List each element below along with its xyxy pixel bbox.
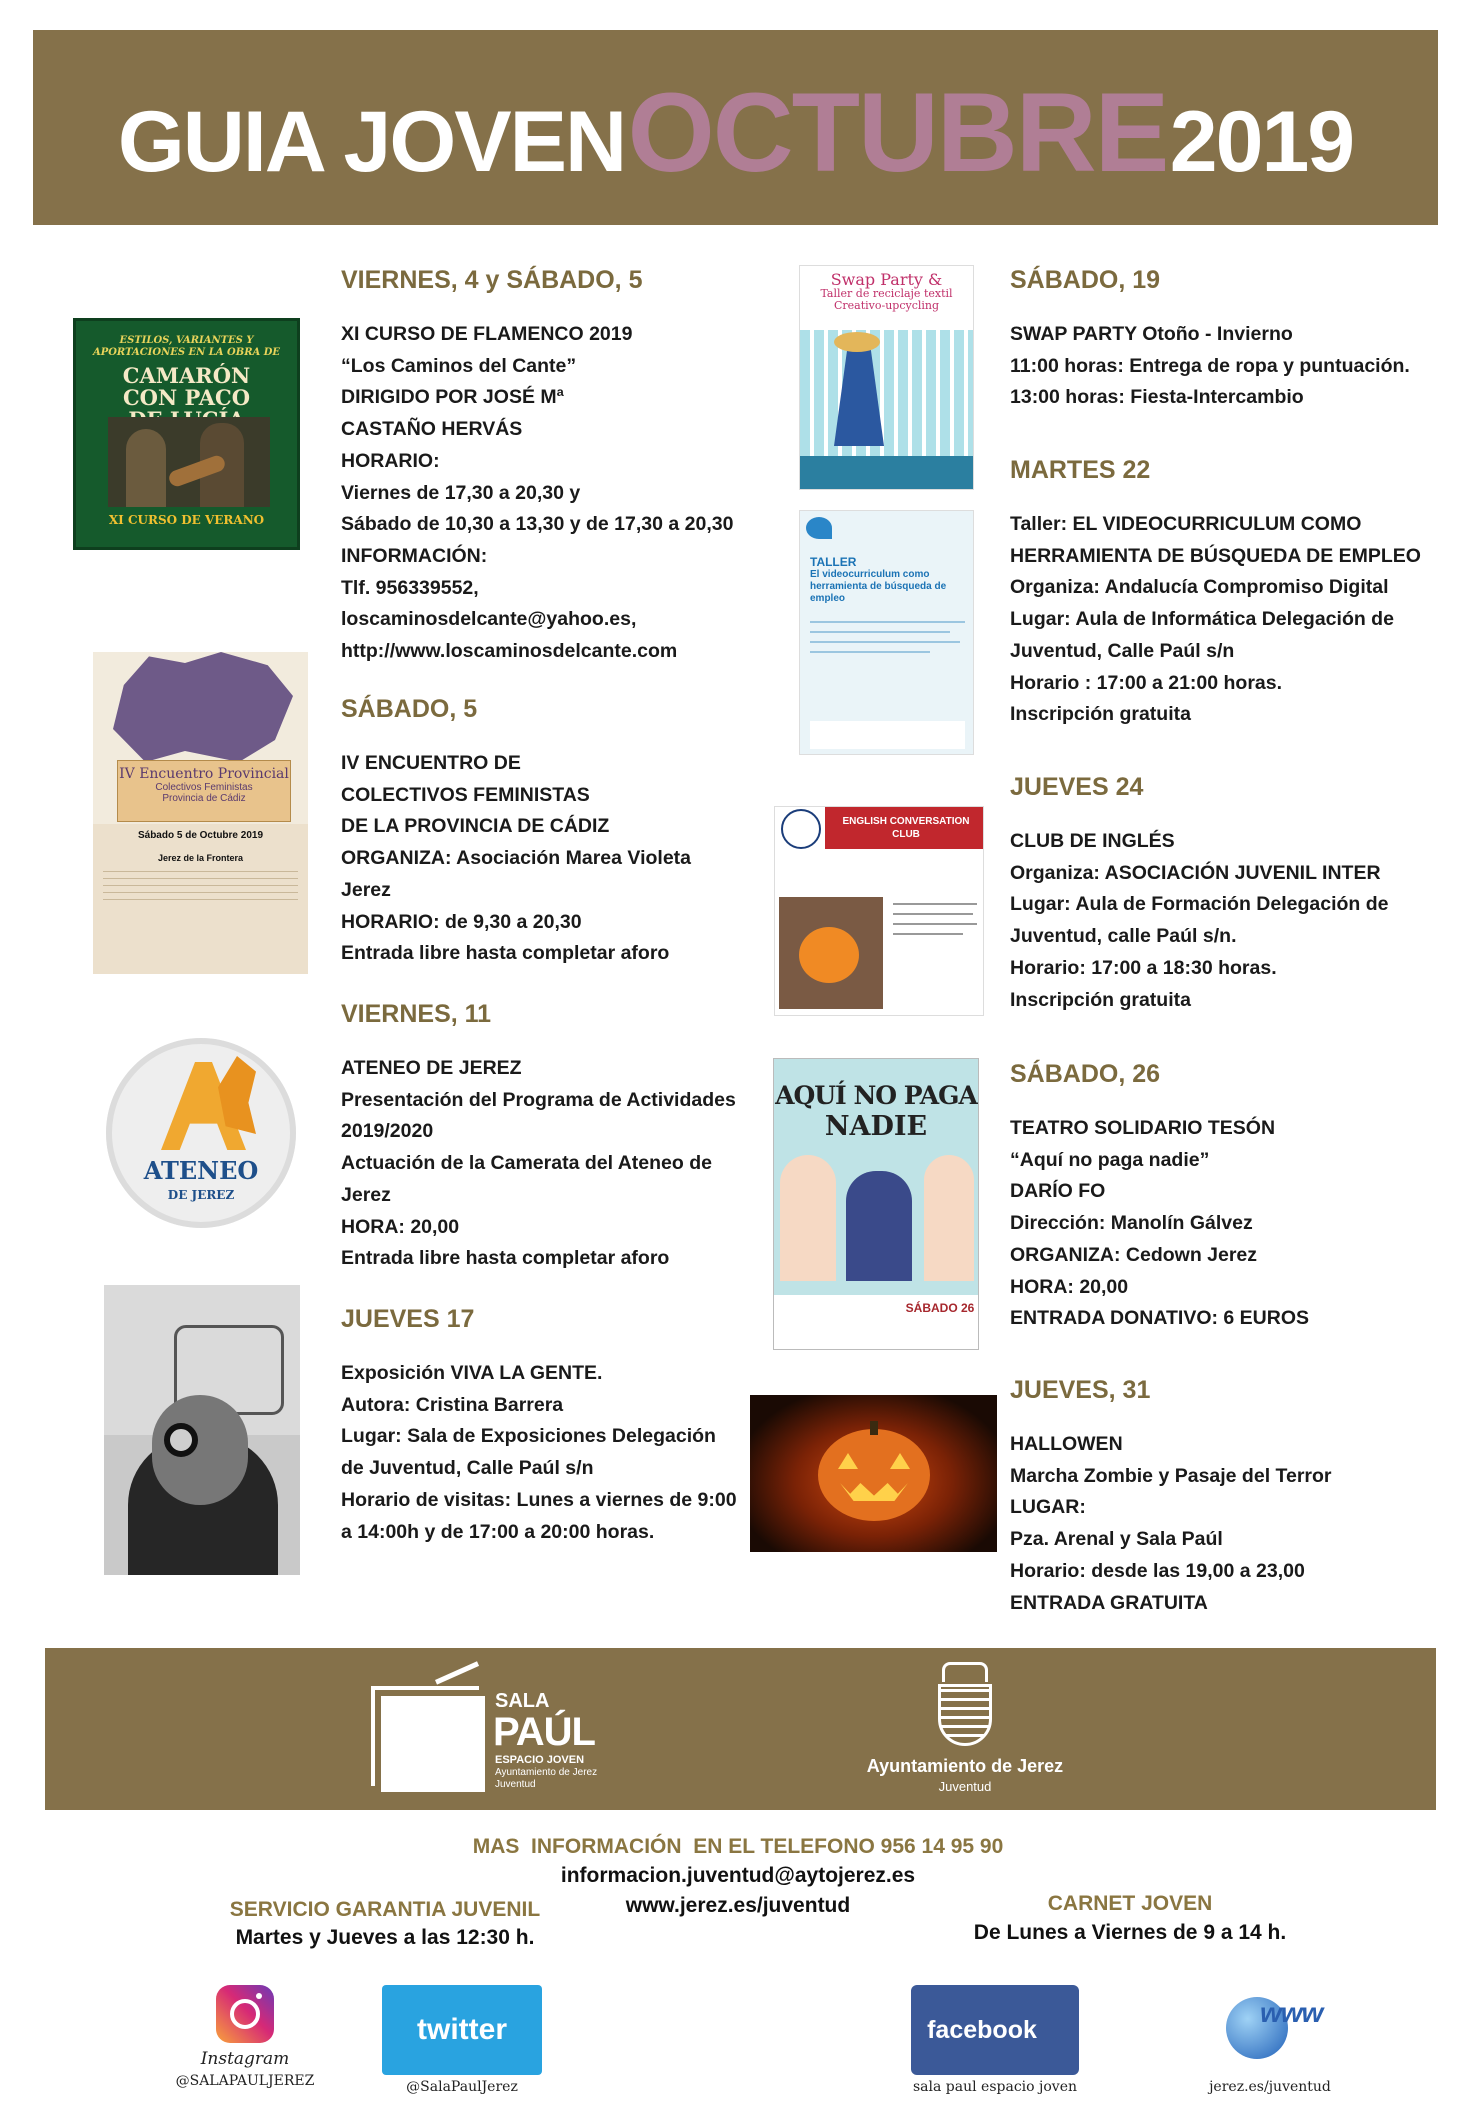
header-banner (33, 30, 1438, 225)
twitter-link[interactable]: twitter @SalaPaulJerez (382, 1985, 542, 2095)
contact-info: MAS INFORMACIÓN EN EL TELEFONO 956 14 95 90 informacion.juventud@aytojerez.es www.jerez.es/juventud (300, 1833, 1176, 1921)
event-date: SÁBADO, 5 (341, 695, 478, 723)
website-link[interactable]: www.jerez.es/juventud (625, 1894, 851, 1917)
facebook-link[interactable]: facebook sala paul espacio joven (905, 1985, 1085, 2095)
globe-www-icon: www (1210, 1985, 1330, 2075)
instagram-link[interactable]: Instagram @SALAPAULJEREZ (160, 1985, 330, 2089)
event-date: VIERNES, 11 (341, 1000, 492, 1028)
exhibition-photo-image (104, 1285, 300, 1575)
email-link[interactable]: informacion.juventud@aytojerez.es (560, 1864, 916, 1887)
english-club-poster-image: ENGLISH CONVERSATION CLUB (774, 806, 984, 1016)
flamenco-poster-image: ESTILOS, VARIANTES Y APORTACIONES EN LA OBRA DE CAMARÓN CON PACO XI CURSO DE VERANO (73, 318, 300, 550)
event-date: MARTES 22 (1010, 456, 1151, 484)
event-english-club: JUEVES 24 CLUB DE INGLÉS Organiza: ASOCIACIÓN JUVENIL INTER Lugar: Aula de Formación Delegación de Juventud, calle Paúl s/n. Horario: 17:00 a 18:30 horas. Inscripción gratuita (1010, 773, 1389, 1011)
event-swap-party: SÁBADO, 19 SWAP PARTY Otoño - Invierno 11:00 horas: Entrega de ropa y puntuación. 13:00 horas: Fiesta-Intercambio (1010, 266, 1410, 409)
event-date: JUEVES 24 (1010, 773, 1144, 801)
website-link[interactable]: www jerez.es/juventud (1185, 1985, 1355, 2095)
title-month: OCTUBRE (627, 70, 1168, 195)
feminist-poster-image: IV Encuentro Provincial Colectivos Feministas Provincia de Cádiz Sábado 5 de Octubre 2019 Jerez de la Frontera (93, 652, 308, 974)
servicio-garantia: SERVICIO GARANTIA JUVENIL Martes y Jueves a las 12:30 h. (229, 1898, 541, 1949)
event-date: VIERNES, 4 y SÁBADO, 5 (341, 266, 643, 294)
carnet-joven: CARNET JOVEN De Lunes a Viernes de 9 a 14 h. (973, 1892, 1287, 1944)
event-date: SÁBADO, 19 (1010, 266, 1161, 294)
instagram-icon (216, 1985, 274, 2043)
title-guia-joven: GUIA JOVEN (117, 94, 626, 190)
facebook-icon: facebook (911, 1985, 1079, 2075)
crown-shield-icon (938, 1662, 992, 1748)
website-link[interactable]: http://www.loscaminosdelcante.com (341, 640, 678, 663)
event-videocurriculum: MARTES 22 Taller: EL VIDEOCURRICULUM COMO HERRAMIENTA DE BÚSQUEDA DE EMPLEO Organiza: Andalucía Compromiso Digital Lugar: Aula de Informática Delegación de Juventud, Calle Paúl s/n Horario : 17:00 a 21:00 horas. Inscripción gratuita (1010, 456, 1421, 726)
footer-logo-band (45, 1648, 1436, 1810)
sala-paul-logo: SALA PAÚL ESPACIO JOVEN Ayuntamiento de Jerez Juventud (365, 1680, 605, 1792)
event-exhibition: JUEVES 17 Exposición VIVA LA GENTE. Autora: Cristina Barrera Lugar: Sala de Exposiciones Delegación de Juventud, Calle Paúl s/n Horario de visitas: Lunes a viernes de 9:00 a 14:00h y de 17:00 a 20:00 horas. (341, 1305, 737, 1543)
event-date: SÁBADO, 26 (1010, 1060, 1161, 1088)
halloween-pumpkin-image (750, 1395, 997, 1552)
teatro-poster-image: AQUÍ NO PAGA NADIE SÁBADO 26 (773, 1058, 979, 1350)
twitter-icon: twitter (382, 1985, 542, 2075)
event-flamenco: VIERNES, 4 y SÁBADO, 5 XI CURSO DE FLAMENCO 2019 “Los Caminos del Cante” DIRIGIDO POR JOSÉ Mª CASTAÑO HERVÁS HORARIO: Viernes de 17,30 a 20,30 y Sábado de 10,30 a 13,30 y de 17,30 a 20,30 INFORMACIÓN: Tlf. 956339552, loscaminosdelcante@yahoo.es, http://www.loscaminosdelcante.com (341, 266, 733, 668)
event-date: JUEVES 17 (341, 1305, 475, 1333)
event-date: JUEVES, 31 (1010, 1376, 1151, 1404)
event-teatro: SÁBADO, 26 TEATRO SOLIDARIO TESÓN “Aquí no paga nadie” DARÍO FO Dirección: Manolín Gálvez ORGANIZA: Cedown Jerez HORA: 20,00 ENTRADA DONATIVO: 6 EUROS (1010, 1060, 1310, 1330)
swap-party-poster-image: Swap Party & Taller de reciclaje textil Creativo-upcycling (799, 265, 974, 490)
event-ateneo: VIERNES, 11 ATENEO DE JEREZ Presentación del Programa de Actividades 2019/2020 Actuación de la Camerata del Ateneo de Jerez HORA: 20,00 Entrada libre hasta completar aforo (341, 1000, 736, 1270)
title-year: 2019 (1169, 94, 1354, 190)
email-link[interactable]: loscaminosdelcante@yahoo.es, (341, 608, 637, 631)
page-title (33, 68, 1438, 197)
ayuntamiento-logo: Ayuntamiento de Jerez Juventud (845, 1662, 1085, 1802)
event-feminist-meeting: SÁBADO, 5 IV ENCUENTRO DE COLECTIVOS FEMINISTAS DE LA PROVINCIA DE CÁDIZ ORGANIZA: Asociación Marea Violeta Jerez HORARIO: de 9,30 a 20,30 Entrada libre hasta completar aforo (341, 695, 692, 965)
ateneo-logo-image: ATENEO DE JEREZ (106, 1038, 296, 1228)
videocurriculum-poster-image: TALLER El videocurriculum como herramienta de búsqueda de empleo (799, 510, 974, 755)
event-halloween: JUEVES, 31 HALLOWEN Marcha Zombie y Pasaje del Terror LUGAR: Pza. Arenal y Sala Paúl Horario: desde las 19,00 a 23,00 ENTRADA GRATUITA (1010, 1376, 1332, 1614)
